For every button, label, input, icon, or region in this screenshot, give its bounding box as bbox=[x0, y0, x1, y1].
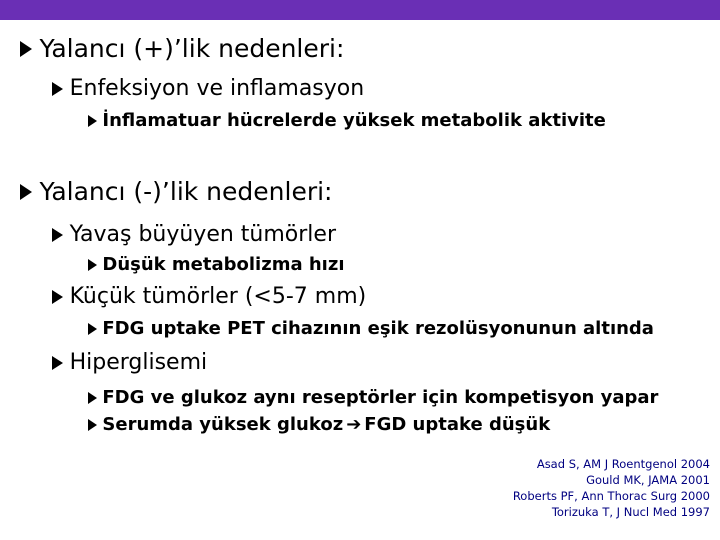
heading-text: Yalancı (+)’lik nedenleri: bbox=[39, 34, 345, 63]
section-heading-false-positive bbox=[20, 34, 344, 63]
bullet-text: Yavaş büyüyen tümörler bbox=[69, 222, 336, 247]
bullet-item bbox=[52, 76, 364, 101]
arrow-bullet-icon bbox=[20, 184, 32, 200]
bullet-text: Enfeksiyon ve inflamasyon bbox=[69, 76, 365, 101]
reference-line: Gould MK, JAMA 2001 bbox=[586, 473, 710, 487]
arrow-bullet-icon bbox=[52, 290, 63, 304]
sub-bullet-text-after: FGD uptake düşük bbox=[364, 414, 551, 435]
bullet-item bbox=[52, 350, 207, 375]
reference-line: Torizuka T, J Nucl Med 1997 bbox=[551, 505, 710, 519]
arrow-bullet-icon bbox=[88, 259, 97, 271]
reference-line: Roberts PF, Ann Thorac Surg 2000 bbox=[512, 489, 710, 503]
arrow-bullet-icon bbox=[52, 356, 63, 370]
top-accent-bar bbox=[0, 0, 720, 20]
bullet-text: Küçük tümörler (<5-7 mm) bbox=[69, 284, 367, 309]
bullet-item bbox=[52, 284, 366, 309]
sub-bullet-text: Düşük metabolizma hızı bbox=[102, 254, 345, 275]
sub-bullet-text: İnflamatuar hücrelerde yüksek metabolik aktivite bbox=[102, 110, 606, 131]
sub-bullet-item bbox=[88, 110, 606, 131]
sub-bullet-text-before: Serumda yüksek glukoz bbox=[102, 414, 344, 435]
sub-bullet-item bbox=[88, 254, 345, 275]
arrow-bullet-icon bbox=[88, 323, 97, 335]
sub-bullet-item bbox=[88, 414, 550, 435]
arrow-bullet-icon bbox=[52, 228, 63, 242]
arrow-bullet-icon bbox=[88, 115, 97, 127]
sub-bullet-text: FDG uptake PET cihazının eşik rezolüsyonunun altında bbox=[102, 318, 654, 339]
sub-bullet-item bbox=[88, 387, 658, 408]
references bbox=[513, 456, 710, 520]
section-heading-false-negative bbox=[20, 177, 332, 206]
bullet-text: Hiperglisemi bbox=[69, 350, 208, 375]
sub-bullet-item bbox=[88, 318, 654, 339]
sub-bullet-text: FDG ve glukoz aynı reseptörler için kompetisyon yapar bbox=[102, 387, 659, 408]
bullet-item bbox=[52, 222, 336, 247]
arrow-bullet-icon bbox=[88, 392, 97, 404]
heading-text: Yalancı (-)’lik nedenleri: bbox=[39, 177, 333, 206]
reference-line: Asad S, AM J Roentgenol 2004 bbox=[536, 457, 710, 471]
arrow-bullet-icon bbox=[52, 82, 63, 96]
arrow-bullet-icon bbox=[88, 419, 97, 431]
right-arrow-icon: ➔ bbox=[346, 414, 362, 435]
arrow-bullet-icon bbox=[20, 41, 32, 57]
